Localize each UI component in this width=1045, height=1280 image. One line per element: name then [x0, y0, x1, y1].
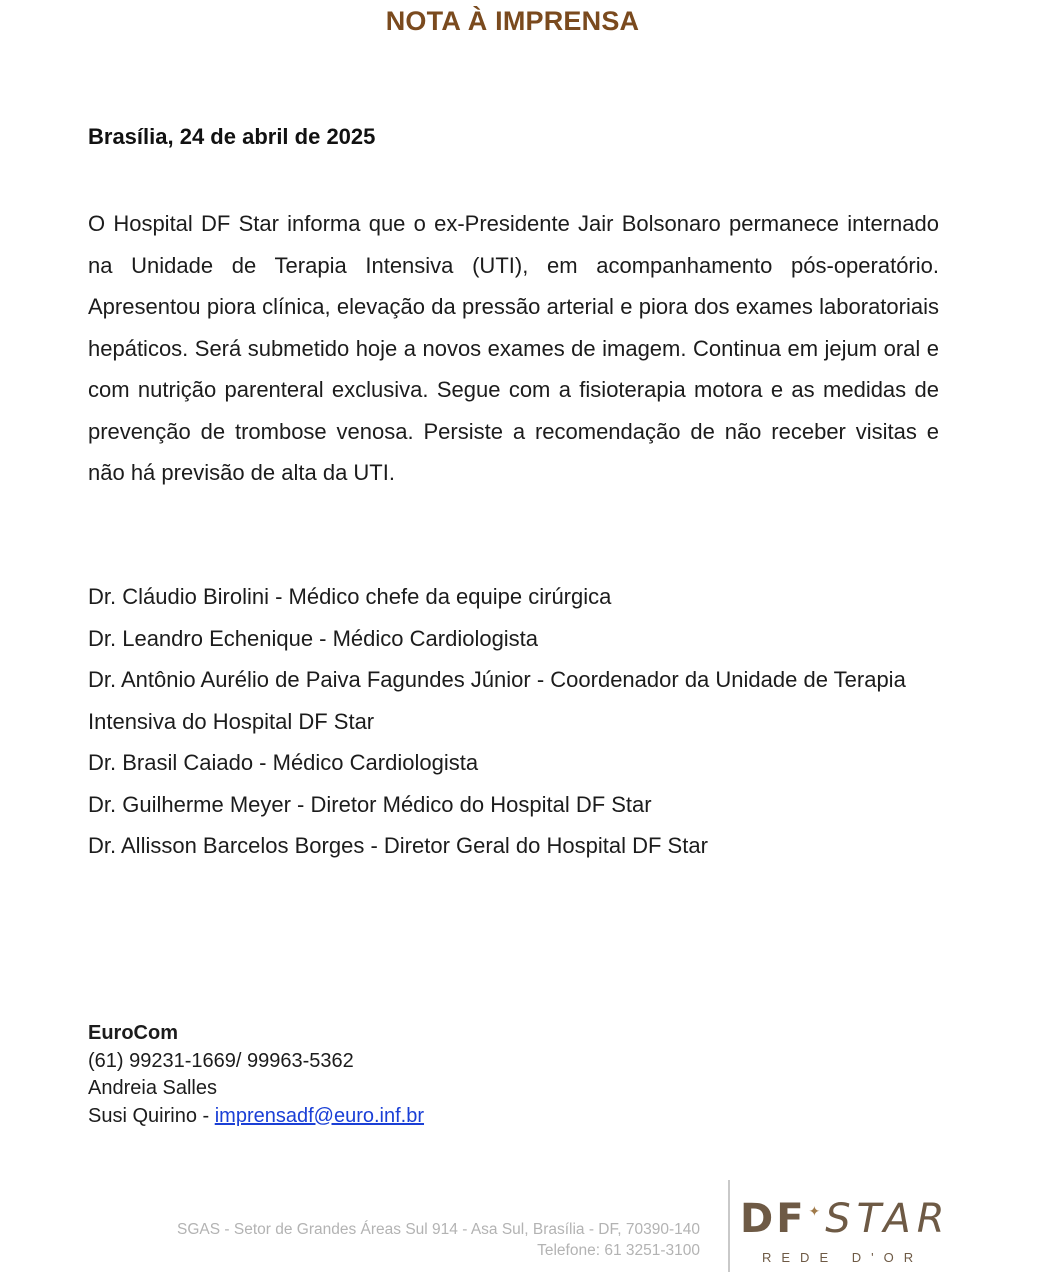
email-link[interactable]: imprensadf@euro.inf.br: [214, 1104, 425, 1127]
signature-item: Dr. Allisson Barcelos Borges - Diretor Geral do Hospital DF Star: [88, 833, 708, 858]
signature-item: Dr. Antônio Aurélio de Paiva Fagundes Júnior - Coordenador da Unidade de Terapia Intensiva do Hospital DF Star: [88, 667, 906, 734]
address-line: SGAS - Setor de Grandes Áreas Sul 914 - Asa Sul, Brasília - DF, 70390-140: [177, 1221, 700, 1238]
contact-person: Susi Quirino -: [88, 1104, 215, 1127]
logo-wordmark: [740, 1196, 951, 1242]
df-star-logo: [740, 1196, 951, 1272]
page-title: NOTA À IMPRENSA: [385, 6, 640, 36]
signature-list: [88, 576, 948, 867]
signature-item: Dr. Guilherme Meyer - Diretor Médico do Hospital DF Star: [88, 791, 652, 817]
footer-divider: [728, 1180, 730, 1272]
agency-name: EuroCom: [88, 1022, 178, 1044]
footer-address: [177, 1219, 700, 1261]
signature-item: Dr. Leandro Echenique - Médico Cardiologista: [88, 625, 539, 651]
signature-item: Dr. Brasil Caiado - Médico Cardiologista: [88, 750, 479, 775]
logo-subtitle: REDE D'OR: [762, 1250, 924, 1265]
logo-star-text: STAR: [825, 1196, 951, 1242]
contact-person: Andreia Salles: [88, 1077, 217, 1099]
logo-df-text: DF: [740, 1196, 807, 1242]
contact-phones: (61) 99231-1669/ 99963-5362: [88, 1049, 354, 1072]
star-icon: ✦: [808, 1204, 824, 1220]
dateline: Brasília, 24 de abril de 2025: [88, 124, 376, 149]
phone-line: Telefone: 61 3251-3100: [537, 1242, 700, 1259]
press-release-body: O Hospital DF Star informa que o ex-Presidente Jair Bolsonaro permanece internado na Unidade de Terapia Intensiva (UTI), em acompanhamento pós-operatório. Apresentou piora clínica, elevação da pressão arterial e piora dos exames laboratoriais hepáticos. Será submetido hoje a novos exames de imagem. Continua em jejum oral e com nutrição parenteral exclusiva. Segue com a fisioterapia motora e as medidas de prevenção de trombose venosa. Persiste a recomendação de não receber visitas e não há previsão de alta da UTI.: [88, 211, 939, 485]
contact-person-email-line: [88, 1103, 424, 1131]
signature-item: Dr. Cláudio Birolini - Médico chefe da equipe cirúrgica: [88, 584, 612, 609]
press-contact: [88, 1020, 424, 1130]
